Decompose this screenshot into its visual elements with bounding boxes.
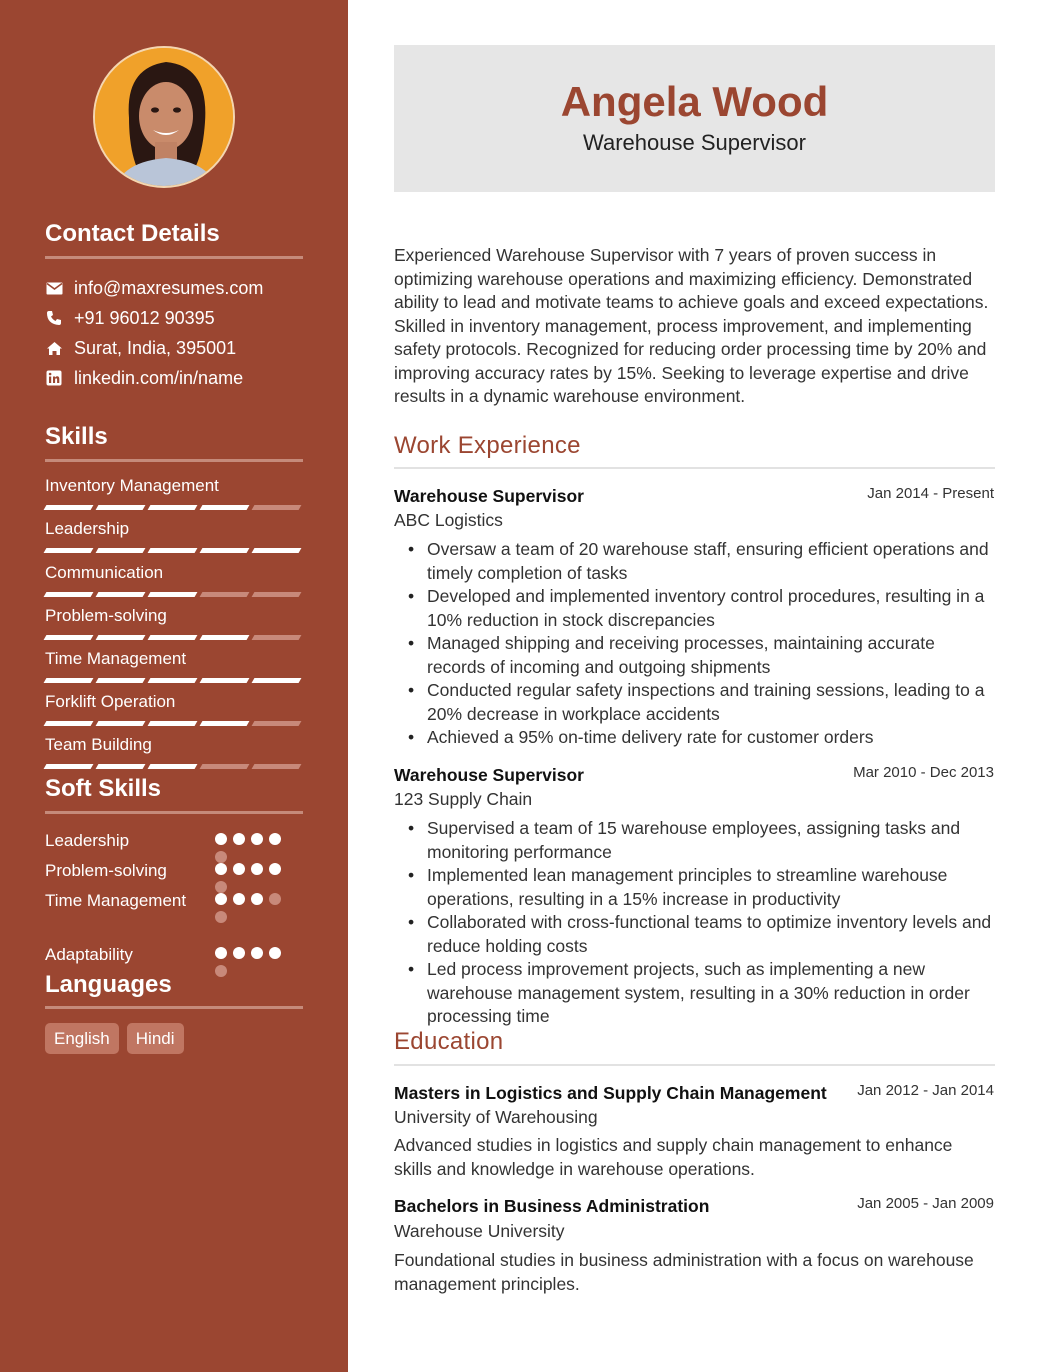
contact-section-title: Contact Details	[45, 220, 220, 247]
skill-level-segment	[200, 721, 250, 726]
email-icon	[45, 279, 63, 297]
skill-level-segment	[44, 764, 94, 769]
list-item: • Conducted regular safety inspections and training sessions, leading to a 20% decrease in workplace accidents	[408, 679, 998, 726]
list-item: • Led process improvement projects, such as implementing a new warehouse management system, resulting in a 30% reduction in order processing time	[408, 958, 998, 1029]
divider	[394, 1064, 995, 1066]
rating-dot	[215, 911, 227, 923]
skill-level-segment	[44, 505, 94, 510]
skill-item	[45, 648, 303, 683]
work-experience-title: Work Experience	[394, 432, 581, 459]
job-bullets	[408, 817, 998, 1029]
skill-label: Communication	[45, 563, 164, 582]
rating-dot	[233, 947, 245, 959]
job-position: Warehouse Supervisor	[394, 765, 584, 785]
skill-level-segment	[200, 505, 250, 510]
soft-skill-label: Adaptability	[45, 945, 133, 964]
rating-dot	[251, 947, 263, 959]
soft-skill-rating	[215, 863, 290, 893]
skill-label: Inventory Management	[45, 476, 219, 495]
skill-level-segment	[148, 635, 198, 640]
skill-level-segment	[252, 764, 302, 769]
rating-dot	[251, 863, 263, 875]
skill-level-bar	[45, 548, 303, 553]
skill-level-bar	[45, 592, 303, 597]
soft-skill-label: Leadership	[45, 831, 130, 850]
skill-level-segment	[96, 548, 146, 553]
skill-item	[45, 734, 303, 769]
job-position: Warehouse Supervisor	[394, 486, 584, 506]
job-dates: Jan 2014 - Present	[867, 485, 994, 502]
soft-skills-section-title: Soft Skills	[45, 775, 162, 802]
languages-section-title: Languages	[45, 971, 172, 998]
rating-dot	[233, 833, 245, 845]
soft-skill-rating	[215, 833, 290, 863]
skill-level-segment	[200, 764, 250, 769]
degree-title: Masters in Logistics and Supply Chain Management	[394, 1083, 827, 1103]
contact-email[interactable]	[45, 277, 263, 299]
school-name: University of Warehousing	[394, 1107, 598, 1127]
contact-phone[interactable]	[45, 307, 215, 329]
rating-dot	[215, 893, 227, 905]
skill-level-segment	[200, 548, 250, 553]
list-item: • Collaborated with cross-functional teams to optimize inventory levels and reduce holding costs	[408, 911, 998, 958]
contact-linkedin-text: linkedin.com/in/name	[74, 367, 244, 388]
soft-skill-label: Time Management	[45, 891, 187, 910]
rating-dot	[269, 833, 281, 845]
skill-level-segment	[148, 548, 198, 553]
job-dates: Mar 2010 - Dec 2013	[853, 764, 994, 781]
professional-summary: Experienced Warehouse Supervisor with 7 years of proven success in optimizing warehouse operations and maximizing efficiency. Demonstrated ability to lead and motivate teams to achieve goals and exceed expectations. Skilled in inventory management, process improvement, and implementing safety protocols. Recognized for reducing order processing time by 20% and improving accuracy rates by 15%. Seeking to leverage expertise and drive results in a dynamic warehouse environment.	[394, 245, 989, 406]
skill-level-segment	[96, 505, 146, 510]
divider	[45, 256, 303, 259]
skill-item	[45, 562, 303, 597]
divider	[45, 459, 303, 462]
skill-label: Forklift Operation	[45, 692, 176, 711]
skill-level-bar	[45, 764, 303, 769]
degree-title: Bachelors in Business Administration	[394, 1196, 710, 1216]
job-bullets	[408, 538, 998, 750]
phone-icon	[45, 309, 63, 327]
skills-section-title: Skills	[45, 423, 108, 450]
skill-level-segment	[148, 764, 198, 769]
skill-level-segment	[44, 635, 94, 640]
rating-dot	[215, 965, 227, 977]
skill-level-bar	[45, 635, 303, 640]
candidate-title: Warehouse Supervisor	[583, 130, 806, 155]
skill-level-segment	[200, 592, 250, 597]
list-item: • Managed shipping and receiving processes, maintaining accurate records of incoming and outgoing shipments	[408, 632, 998, 679]
skill-label: Team Building	[45, 735, 152, 754]
home-icon	[45, 339, 63, 357]
rating-dot	[215, 863, 227, 875]
skill-item	[45, 475, 303, 510]
soft-skill-rating	[215, 893, 290, 923]
skill-level-segment	[252, 548, 302, 553]
skill-level-segment	[148, 505, 198, 510]
candidate-name: Angela Wood	[560, 78, 829, 125]
contact-linkedin[interactable]	[45, 367, 243, 389]
skill-level-segment	[96, 721, 146, 726]
skill-level-segment	[44, 548, 94, 553]
rating-dot	[251, 833, 263, 845]
language-chip: Hindi	[127, 1023, 184, 1054]
skill-level-segment	[96, 678, 146, 683]
skill-level-segment	[252, 592, 302, 597]
profile-photo	[95, 48, 235, 188]
language-chip: English	[45, 1023, 119, 1054]
rating-dot	[269, 893, 281, 905]
skill-item	[45, 691, 303, 726]
skill-level-bar	[45, 505, 303, 510]
degree-description: Foundational studies in business administration with a focus on warehouse management principles.	[394, 1250, 974, 1294]
rating-dot	[215, 833, 227, 845]
skill-level-segment	[96, 764, 146, 769]
skill-label: Time Management	[45, 649, 187, 668]
degree-dates: Jan 2005 - Jan 2009	[857, 1195, 994, 1212]
skill-item	[45, 518, 303, 553]
divider	[45, 1006, 303, 1009]
divider	[45, 811, 303, 814]
skill-level-segment	[148, 721, 198, 726]
skill-level-segment	[252, 678, 302, 683]
skill-label: Problem-solving	[45, 606, 167, 625]
contact-location	[45, 337, 236, 359]
skill-level-bar	[45, 721, 303, 726]
skill-level-bar	[45, 678, 303, 683]
school-name: Warehouse University	[394, 1221, 565, 1241]
skill-level-segment	[148, 678, 198, 683]
name-header	[394, 45, 995, 192]
rating-dot	[215, 851, 227, 863]
skill-level-segment	[252, 635, 302, 640]
skill-item	[45, 605, 303, 640]
degree-description: Advanced studies in logistics and supply chain management to enhance skills and knowledge in warehouse operations.	[394, 1135, 953, 1179]
avatar	[93, 46, 235, 188]
list-item: • Developed and implemented inventory control procedures, resulting in a 10% reduction in stock discrepancies	[408, 585, 998, 632]
skill-level-segment	[200, 635, 250, 640]
skill-level-segment	[96, 592, 146, 597]
list-item: • Supervised a team of 15 warehouse employees, assigning tasks and monitoring performance	[408, 817, 998, 864]
degree-dates: Jan 2012 - Jan 2014	[857, 1082, 994, 1099]
skill-level-segment	[252, 505, 302, 510]
education-title: Education	[394, 1028, 504, 1055]
job-company: ABC Logistics	[394, 510, 503, 530]
rating-dot	[251, 893, 263, 905]
languages-list	[45, 1023, 184, 1054]
rating-dot	[269, 863, 281, 875]
skill-level-segment	[96, 635, 146, 640]
skill-level-segment	[44, 592, 94, 597]
list-item: • Implemented lean management principles to streamline warehouse operations, resulting in a 15% increase in productivity	[408, 864, 998, 911]
skill-level-segment	[44, 721, 94, 726]
soft-skill-label: Problem-solving	[45, 861, 167, 880]
list-item: • Oversaw a team of 20 warehouse staff, ensuring efficient operations and timely completion of tasks	[408, 538, 998, 585]
contact-email-text: info@maxresumes.com	[74, 277, 264, 298]
rating-dot	[233, 863, 245, 875]
list-item: • Achieved a 95% on-time delivery rate for customer orders	[408, 726, 998, 750]
contact-location-text: Surat, India, 395001	[74, 337, 237, 358]
skill-level-segment	[44, 678, 94, 683]
skill-level-segment	[148, 592, 198, 597]
job-company: 123 Supply Chain	[394, 789, 533, 809]
rating-dot	[233, 893, 245, 905]
sidebar	[0, 0, 348, 1372]
skill-level-segment	[252, 721, 302, 726]
skill-label: Leadership	[45, 519, 130, 538]
linkedin-icon	[45, 369, 63, 387]
rating-dot	[269, 947, 281, 959]
rating-dot	[215, 947, 227, 959]
soft-skill-rating	[215, 947, 290, 977]
skill-level-segment	[200, 678, 250, 683]
divider	[394, 467, 995, 469]
rating-dot	[215, 881, 227, 893]
contact-phone-text: +91 96012 90395	[74, 307, 215, 328]
